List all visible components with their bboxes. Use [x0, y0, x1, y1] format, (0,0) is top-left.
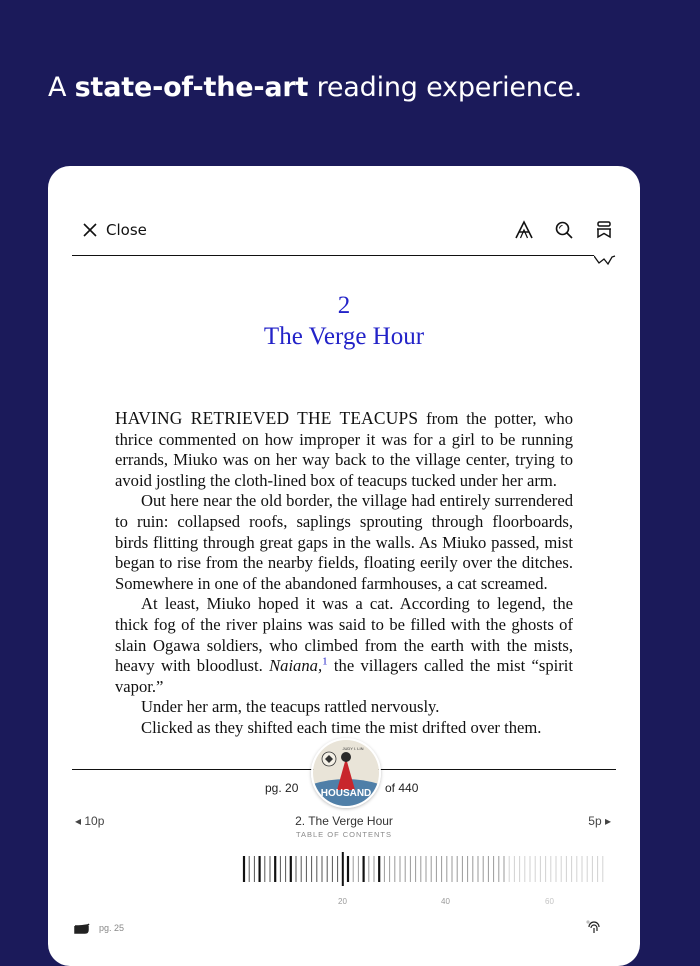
- paragraph: Out here near the old border, the village had entirely surrendered to ruin: collapsed roofs, saplings sprouting through floorboards, birds flitting through great gaps in the walls. As Miuko passed, mist began to rise from the nearby fields, floating eerily over the ditches. Somewhere in one of the abandoned farmhouses, a cat screamed.: [115, 491, 573, 593]
- chapter-title: The Verge Hour: [263, 323, 425, 350]
- bookmarks-button[interactable]: [593, 219, 615, 241]
- close-label: Close: [106, 221, 147, 239]
- promo-headline: [48, 72, 582, 103]
- paragraph: [115, 594, 573, 697]
- current-page: pg. 20: [265, 781, 299, 795]
- close-icon: [82, 222, 98, 238]
- book-cover-thumbnail[interactable]: [311, 738, 381, 808]
- paragraph-text: the villagers called the mist “spirit vapor.”: [115, 656, 573, 696]
- paragraph-text: At least, Miuko hoped it was a cat. According to legend, the thick fog of the river plains was said to be filled with the ghosts of slain Ogawa soldiers, who climbed from the earth with the mists, heavy with bloodlust.: [115, 594, 573, 676]
- previous-pages-button[interactable]: ◂ 10p: [75, 814, 105, 828]
- fingerprint-icon[interactable]: [586, 919, 602, 935]
- bookmarks-icon: [593, 219, 615, 241]
- chapter-number: 2: [337, 292, 351, 319]
- next-pages-label: 5p: [588, 814, 602, 828]
- font-settings-icon: [513, 219, 535, 241]
- paragraph: [115, 408, 573, 491]
- paragraph: Under her arm, the teacups rattled nervously.: [141, 697, 440, 717]
- progress-squiggle-icon: [594, 252, 616, 268]
- paragraph: Clicked as they shifted each time the mist drifted over them.: [141, 717, 542, 737]
- previous-pages-label: 10p: [84, 814, 105, 828]
- bookmark-page-label: pg. 25: [99, 923, 125, 933]
- scrubber-tick-label: 60: [545, 897, 554, 906]
- book-cover-art: [313, 740, 379, 806]
- current-chapter-label: 2. The Verge Hour: [295, 814, 393, 828]
- page-scrubber[interactable]: [242, 847, 614, 891]
- table-of-contents-link[interactable]: TABLE OF CONTENTS: [295, 830, 393, 839]
- pointing-hand-icon: [74, 919, 96, 935]
- close-button[interactable]: [82, 219, 147, 241]
- cover-title: HOUSAND: [320, 788, 372, 799]
- search-icon: [553, 219, 575, 241]
- paragraph-text: from the potter, who thrice commented on how improper it was for a girl to be running errands, Miuko was on her way back to the village center, trying to avoid jostling the cloth-lined box of teacups tucked under her arm.: [115, 409, 573, 490]
- search-button[interactable]: [553, 219, 575, 241]
- next-pages-button[interactable]: 5p ▸: [588, 814, 611, 828]
- header-divider: [72, 255, 594, 256]
- footnote-link[interactable]: 1: [322, 655, 328, 668]
- headline-prefix: A: [48, 72, 75, 103]
- scrubber-tick-label: 40: [441, 897, 450, 906]
- headline-bold: state-of-the-art: [74, 72, 309, 103]
- headline-suffix: reading experience.: [308, 72, 583, 103]
- book-page-text: [115, 408, 573, 763]
- font-settings-button[interactable]: [513, 219, 535, 241]
- reader-card: [48, 166, 640, 966]
- total-pages: of 440: [385, 781, 419, 795]
- scrubber-tick-label: 20: [338, 897, 347, 906]
- cover-author: JUDY I. LIN: [342, 746, 364, 751]
- paragraph-lead: HAVING RETRIEVED THE TEACUPS: [115, 408, 419, 428]
- italic-term: Naiana,: [269, 656, 323, 676]
